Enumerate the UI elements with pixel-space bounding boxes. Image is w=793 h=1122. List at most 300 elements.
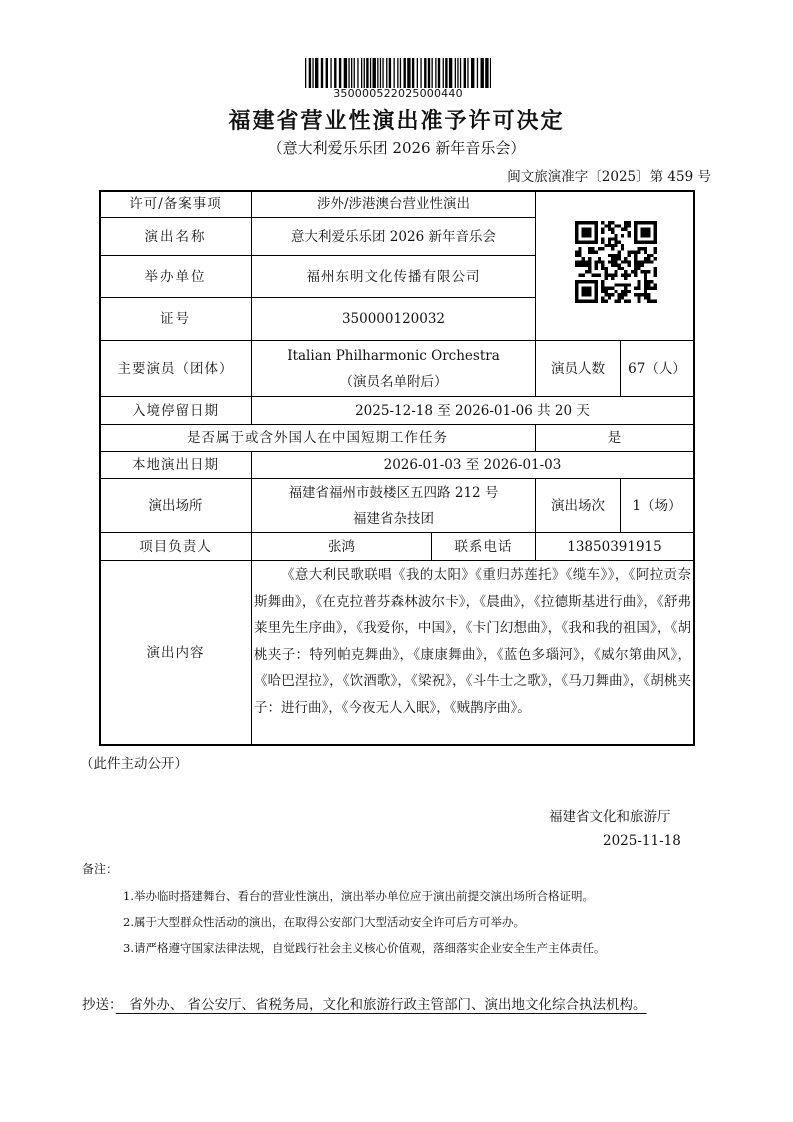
qr-module — [614, 224, 617, 227]
barcode-bar — [370, 58, 371, 88]
qr-module — [585, 293, 588, 296]
qr-module — [582, 280, 585, 283]
qr-module — [605, 277, 608, 280]
qr-module — [634, 264, 637, 267]
qr-module — [575, 264, 578, 267]
qr-module — [608, 254, 611, 257]
qr-module — [624, 224, 627, 227]
qr-module — [618, 264, 621, 267]
qr-module — [634, 287, 637, 290]
cc-section — [82, 992, 714, 1018]
qr-module — [601, 287, 604, 290]
qr-module — [585, 231, 588, 234]
qr-module — [588, 228, 591, 231]
qr-module — [595, 287, 598, 290]
qr-module — [575, 280, 578, 283]
qr-module — [595, 296, 598, 299]
barcode-bar — [400, 58, 401, 88]
qr-module — [611, 254, 614, 257]
qr-module — [627, 260, 630, 263]
qr-module — [624, 287, 627, 290]
barcode-bar — [348, 58, 349, 88]
qr-module — [575, 228, 578, 231]
qr-code-icon — [575, 221, 657, 303]
qr-module — [578, 254, 581, 257]
qr-module — [654, 231, 657, 234]
qr-module — [624, 283, 627, 286]
qr-module — [634, 254, 637, 257]
permit-item-label: 许可/备案事项 — [129, 196, 222, 212]
qr-module — [621, 296, 624, 299]
qr-module — [585, 241, 588, 244]
barcode-bar — [464, 58, 466, 88]
qr-module — [654, 273, 657, 276]
qr-module — [618, 296, 621, 299]
qr-module — [641, 221, 644, 224]
qr-module — [637, 293, 640, 296]
qr-module — [654, 251, 657, 254]
qr-module — [641, 241, 644, 244]
qr-module — [621, 260, 624, 263]
qr-module — [641, 231, 644, 234]
qr-module — [605, 224, 608, 227]
qr-module — [588, 267, 591, 270]
qr-module — [637, 267, 640, 270]
qr-module — [582, 257, 585, 260]
barcode-bar — [424, 58, 426, 88]
document-title: 福建省营业性演出准予许可决定 — [228, 109, 565, 134]
qr-module — [650, 300, 653, 303]
qr-module — [647, 257, 650, 260]
qr-module — [614, 257, 617, 260]
performance-name-label: 演出名称 — [144, 228, 207, 245]
qr-module — [608, 241, 611, 244]
qr-module — [654, 228, 657, 231]
qr-module — [605, 273, 608, 276]
barcode-bar — [417, 58, 418, 88]
remark-item: 2.属于大型群众性活动的演出，在取得公安部门大型活动安全许可后方可举办。 — [123, 915, 525, 929]
qr-module — [611, 247, 614, 250]
qr-module — [650, 260, 653, 263]
barcode-bar — [407, 58, 410, 88]
qr-module — [575, 290, 578, 293]
qr-module — [578, 264, 581, 267]
barcode-bar — [354, 58, 355, 88]
qr-module — [627, 290, 630, 293]
qr-module — [637, 260, 640, 263]
qr-module — [608, 296, 611, 299]
qr-module — [582, 293, 585, 296]
qr-module — [647, 231, 650, 234]
qr-module — [624, 270, 627, 273]
qr-module — [637, 296, 640, 299]
qr-module — [641, 234, 644, 237]
qr-module — [611, 231, 614, 234]
barcode-bar — [460, 58, 461, 88]
qr-module — [647, 228, 650, 231]
qr-module — [601, 241, 604, 244]
qr-module — [578, 280, 581, 283]
qr-module — [650, 221, 653, 224]
content-value — [254, 562, 691, 721]
qr-module — [595, 290, 598, 293]
barcode-bar — [386, 58, 387, 88]
local-dates-value: 2026-01-03 至 2026-01-03 — [383, 457, 562, 473]
qr-module — [634, 234, 637, 237]
qr-module — [595, 228, 598, 231]
qr-module — [598, 273, 601, 276]
qr-module — [595, 251, 598, 254]
qr-module — [618, 254, 621, 257]
qr-module — [634, 221, 637, 224]
qr-module — [654, 234, 657, 237]
qr-module — [601, 283, 604, 286]
qr-module — [627, 273, 630, 276]
qr-module — [585, 300, 588, 303]
qr-module — [595, 260, 598, 263]
qr-module — [585, 264, 588, 267]
qr-module — [644, 290, 647, 293]
qr-module — [644, 247, 647, 250]
document-subtitle: （意大利爱乐乐团 2026 新年音乐会） — [267, 139, 526, 157]
barcode-bar — [467, 58, 468, 88]
barcode-bar — [339, 58, 341, 88]
qr-module — [582, 287, 585, 290]
qr-module — [611, 221, 614, 224]
qr-module — [591, 300, 594, 303]
barcode-bar — [312, 58, 313, 88]
qr-module — [601, 231, 604, 234]
qr-module — [614, 264, 617, 267]
organizer-label: 举办单位 — [144, 268, 207, 285]
barcode-icon — [305, 58, 491, 88]
qr-module — [578, 273, 581, 276]
barcode-bar — [449, 58, 452, 88]
qr-module — [578, 300, 581, 303]
barcode-bar — [377, 58, 378, 88]
qr-module — [611, 293, 614, 296]
barcode-bar — [334, 58, 336, 88]
barcode-bar — [326, 58, 328, 88]
qr-module — [588, 293, 591, 296]
qr-module — [634, 224, 637, 227]
barcode-bar — [389, 58, 391, 88]
table-border-bottom — [99, 744, 695, 746]
qr-module — [634, 251, 637, 254]
qr-module — [644, 231, 647, 234]
qr-module — [621, 244, 624, 247]
qr-module — [601, 300, 604, 303]
qr-module — [621, 293, 624, 296]
qr-module — [575, 300, 578, 303]
qr-module — [591, 273, 594, 276]
qr-module — [582, 234, 585, 237]
qr-module — [644, 273, 647, 276]
qr-module — [644, 228, 647, 231]
qr-module — [654, 221, 657, 224]
qr-module — [644, 234, 647, 237]
qr-module — [637, 251, 640, 254]
qr-module — [588, 231, 591, 234]
qr-module — [608, 273, 611, 276]
qr-module — [621, 228, 624, 231]
qr-module — [618, 257, 621, 260]
qr-module — [605, 267, 608, 270]
qr-module — [582, 264, 585, 267]
qr-module — [588, 300, 591, 303]
qr-module — [601, 267, 604, 270]
qr-module — [591, 280, 594, 283]
cc-label: 抄送： — [82, 997, 116, 1013]
qr-module — [595, 221, 598, 224]
qr-module — [614, 234, 617, 237]
qr-module — [644, 287, 647, 290]
qr-module — [654, 270, 657, 273]
qr-module — [644, 251, 647, 254]
qr-module — [644, 296, 647, 299]
qr-module — [634, 273, 637, 276]
qr-module — [582, 290, 585, 293]
qr-module — [575, 231, 578, 234]
qr-module — [637, 247, 640, 250]
barcode-number: 350000522025000440 — [333, 87, 463, 100]
qr-module — [608, 224, 611, 227]
qr-module — [605, 300, 608, 303]
qr-module — [624, 221, 627, 224]
qr-module — [585, 290, 588, 293]
qr-module — [624, 290, 627, 293]
qr-module — [627, 221, 630, 224]
qr-module — [575, 237, 578, 240]
barcode-bar — [382, 58, 383, 88]
qr-module — [595, 283, 598, 286]
qr-module — [637, 287, 640, 290]
qr-module — [627, 234, 630, 237]
qr-module — [624, 228, 627, 231]
barcode-bar — [443, 58, 444, 88]
qr-module — [647, 300, 650, 303]
qr-module — [611, 264, 614, 267]
qr-module — [647, 280, 650, 283]
phone-label: 联系电话 — [454, 538, 513, 555]
qr-module — [595, 267, 598, 270]
qr-module — [644, 221, 647, 224]
barcode-bar — [477, 58, 478, 88]
qr-module — [624, 273, 627, 276]
qr-module — [598, 247, 601, 250]
qr-module — [641, 264, 644, 267]
qr-module — [654, 283, 657, 286]
main-performers-value — [252, 341, 535, 396]
qr-module — [641, 293, 644, 296]
venue-address: 福建省福州市鼓楼区五四路 212 号 — [288, 484, 499, 501]
qr-module — [627, 231, 630, 234]
barcode-bar — [457, 58, 458, 88]
qr-module — [591, 241, 594, 244]
qr-module — [608, 244, 611, 247]
qr-module — [647, 296, 650, 299]
barcode-bar — [481, 58, 484, 88]
person-in-charge-value: 张鸿 — [328, 538, 355, 555]
barcode-bar — [357, 58, 358, 88]
qr-module — [601, 290, 604, 293]
qr-module — [641, 247, 644, 250]
qr-module — [601, 221, 604, 224]
qr-module — [618, 241, 621, 244]
qr-module — [637, 241, 640, 244]
qr-module — [585, 287, 588, 290]
qr-module — [614, 254, 617, 257]
qr-module — [601, 247, 604, 250]
license-no-value: 350000120032 — [341, 311, 446, 327]
qr-module — [650, 287, 653, 290]
qr-module — [624, 293, 627, 296]
entry-stay-label: 入境停留日期 — [132, 402, 219, 419]
qr-module — [595, 300, 598, 303]
qr-module — [588, 287, 591, 290]
qr-module — [641, 270, 644, 273]
barcode-bar — [404, 58, 406, 88]
qr-module — [575, 296, 578, 299]
qr-module — [575, 251, 578, 254]
qr-module — [588, 234, 591, 237]
qr-module — [614, 283, 617, 286]
main-performers-label: 主要演员（团体） — [117, 360, 234, 377]
qr-module — [601, 228, 604, 231]
qr-module — [575, 224, 578, 227]
qr-module — [588, 264, 591, 267]
barcode-bar — [471, 58, 474, 88]
qr-module — [634, 267, 637, 270]
barcode-bar — [364, 58, 365, 88]
qr-module — [614, 270, 617, 273]
qr-module — [614, 241, 617, 244]
barcode-bar — [361, 58, 362, 88]
qr-module — [621, 267, 624, 270]
barcode-bar — [309, 58, 311, 88]
qr-module — [627, 254, 630, 257]
qr-module — [611, 237, 614, 240]
barcode-bar — [305, 58, 306, 88]
table-col-divider — [535, 190, 536, 340]
barcode-bar — [438, 58, 440, 88]
barcode-bar — [373, 58, 376, 88]
barcode-bar — [351, 58, 352, 88]
issue-date: 2025-11-18 — [603, 833, 681, 849]
phone-value: 13850391915 — [567, 538, 662, 555]
qr-module — [647, 287, 650, 290]
barcode-bar — [380, 58, 381, 88]
qr-module — [644, 260, 647, 263]
qr-module — [575, 293, 578, 296]
barcode-bar — [344, 58, 347, 88]
qr-module — [582, 260, 585, 263]
foreign-work-label: 是否属于或含外国人在中国短期工作任务 — [187, 430, 448, 446]
qr-module — [575, 221, 578, 224]
qr-module — [608, 293, 611, 296]
qr-module — [627, 283, 630, 286]
foreign-work-value: 是 — [607, 430, 622, 446]
qr-module — [614, 260, 617, 263]
entry-stay-value: 2025-12-18 至 2026-01-06 共 20 天 — [355, 402, 590, 419]
qr-module — [644, 283, 647, 286]
qr-module — [618, 283, 621, 286]
sessions-label: 演出场次 — [551, 497, 605, 514]
qr-module — [634, 260, 637, 263]
performer-count-value: 67（人） — [628, 360, 686, 377]
qr-module — [595, 264, 598, 267]
qr-module — [621, 290, 624, 293]
qr-module — [654, 241, 657, 244]
qr-module — [634, 231, 637, 234]
qr-module — [647, 254, 650, 257]
qr-module — [588, 251, 591, 254]
qr-module — [591, 221, 594, 224]
document-number: 闽文旅演准字〔2025〕第 459 号 — [507, 169, 711, 185]
barcode-bar — [435, 58, 436, 88]
qr-module — [582, 221, 585, 224]
qr-module — [621, 247, 624, 250]
qr-module — [618, 251, 621, 254]
main-performers-note: （演员名单附后） — [339, 373, 448, 390]
qr-module — [650, 280, 653, 283]
barcode-bar — [315, 58, 318, 88]
qr-module — [614, 300, 617, 303]
qr-module — [644, 280, 647, 283]
qr-module — [595, 293, 598, 296]
qr-module — [588, 241, 591, 244]
qr-module — [591, 247, 594, 250]
qr-module — [647, 283, 650, 286]
qr-module — [582, 228, 585, 231]
qr-module — [634, 228, 637, 231]
qr-module — [624, 257, 627, 260]
qr-module — [637, 264, 640, 267]
qr-module — [624, 277, 627, 280]
qr-module — [588, 260, 591, 263]
qr-module — [654, 267, 657, 270]
qr-module — [588, 270, 591, 273]
permit-item-value: 涉外/涉港澳台营业性演出 — [316, 196, 471, 212]
qr-module — [614, 290, 617, 293]
barcode-bar — [321, 58, 323, 88]
qr-module — [627, 251, 630, 254]
qr-module — [644, 270, 647, 273]
qr-module — [654, 224, 657, 227]
qr-module — [605, 290, 608, 293]
qr-module — [575, 234, 578, 237]
qr-module — [614, 273, 617, 276]
qr-module — [591, 251, 594, 254]
table-border-right — [693, 190, 695, 745]
qr-module — [611, 273, 614, 276]
qr-module — [614, 237, 617, 240]
barcode-bar — [490, 58, 491, 88]
qr-module — [654, 237, 657, 240]
qr-module — [595, 241, 598, 244]
qr-module — [654, 300, 657, 303]
qr-module — [634, 293, 637, 296]
qr-module — [637, 283, 640, 286]
qr-module — [641, 228, 644, 231]
qr-module — [598, 260, 601, 263]
barcode-bar — [432, 58, 433, 88]
qr-module — [624, 300, 627, 303]
qr-module — [611, 277, 614, 280]
issuing-authority: 福建省文化和旅游厅 — [549, 809, 671, 825]
qr-module — [647, 260, 650, 263]
qr-module — [588, 280, 591, 283]
